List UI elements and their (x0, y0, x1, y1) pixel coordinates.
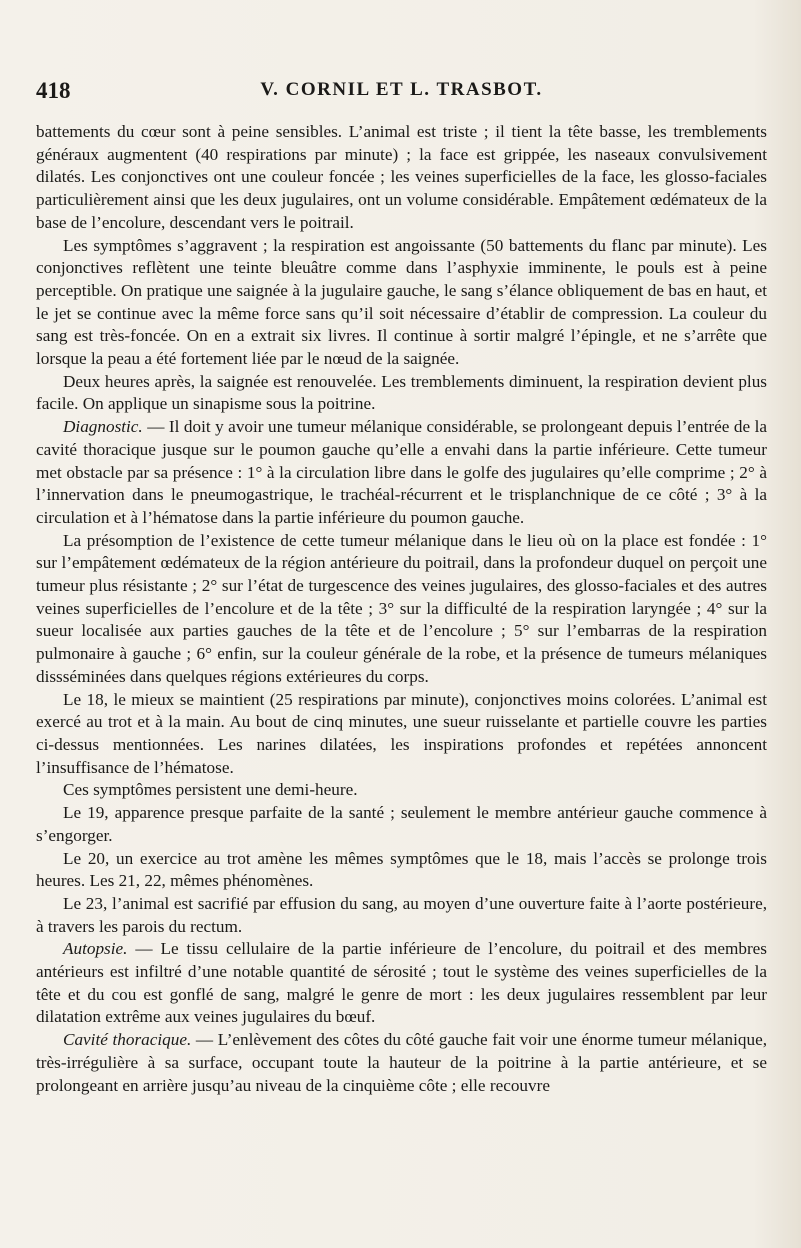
body-text (36, 121, 767, 1097)
section-label: Autopsie. (63, 939, 128, 959)
running-head: V. CORNIL ET L. TRASBOT. (260, 79, 543, 100)
paragraph: Ces symptômes persistent une demi-heure. (63, 780, 358, 800)
paragraph: Le 18, le mieux se maintient (25 respirations par minute), conjonctives moins colorées. L’animal est exercé au trot et à la main. Au bout de cinq minutes, une sueur ruisselante et partielle couvre les parties ci-dessus mentionnées. Les narines dilatées, les inspirations profondes et repétées annoncent l’insuffisance de l’hématose. (36, 689, 767, 777)
section-label: Cavité thoracique. (63, 1030, 192, 1050)
paragraph: La présomption de l’existence de cette tumeur mélanique dans le lieu où on la place est fondée : 1° sur l’empâtement œdémateux de la région antérieure du poitrail, dans la profondeur duquel on perçoit une tumeur plus résistante ; 2° sur l’état de turgescence des veines jugulaires, des glosso-faciales et des autres veines superficielles de l’encolure et de la tête ; 3° sur la difficulté de la respiration laryngée ; 4° sur la sueur localisée aux parties gauches de la tête et de l’encolure ; 5° sur l’embarras de la respiration pulmonaire à gauche ; 6° enfin, sur la couleur générale de la robe, et la présence de tumeurs mélaniques dissséminées dans quelques régions extérieures du corps. (36, 530, 767, 686)
paragraph: battements du cœur sont à peine sensibles. L’animal est triste ; il tient la tête basse, les tremblements généraux augmentent (40 respirations par minute) ; la face est grippée, les naseaux convulsivement dilatés. Les conjonctives ont une couleur foncée ; les veines superficielles de la face, les glosso-faciales particulièrement ainsi que les deux jugulaires, ont un volume considérable. Empâtement œdémateux de la base de l’encolure, descendant vers le poitrail. (36, 122, 767, 232)
page-number: 418 (36, 78, 71, 103)
paragraph: Le 23, l’animal est sacrifié par effusion du sang, au moyen d’une ouverture faite à l’aorte postérieure, à travers les parois du rectum. (36, 893, 767, 936)
paragraph: Le 19, apparence presque parfaite de la santé ; seulement le membre antérieur gauche commence à s’engorger. (36, 803, 767, 845)
paragraph: Les symptômes s’aggravent ; la respiration est angoissante (50 battements du flanc par minute). Les conjonctives reflètent une teinte bleuâtre comme dans l’asphyxie imminente, le pouls est à peine perceptible. On pratique une saignée à la jugulaire gauche, le sang s’élance obliquement de bas en haut, et le jet se continue avec la même force sans qu’il soit nécessaire d’établir de compression. La couleur du sang est très-foncée. On en a extrait six livres. Il continue à sortir malgré l’épingle, et ne s’arrête que lorsque la peau a été fortement liée par le nœud de la saignée. (36, 235, 767, 369)
paragraph: Deux heures après, la saignée est renouvelée. Les tremblements diminuent, la respiration devient plus facile. On applique un sinapisme sous la poitrine. (36, 371, 767, 414)
section-label: Diagnostic. (63, 417, 143, 437)
page-header (36, 78, 767, 106)
paragraph: Diagnostic. — Il doit y avoir une tumeur mélanique considérable, se prolongeant depuis l’entrée de la cavité thoracique jusque sur le poumon gauche qu’elle a envahi dans la partie inférieure. Cette tumeur met obstacle par sa présence : 1° à la circulation libre dans le golfe des jugulaires qu’elle comprime ; 2° à l’innervation dans le pneumogastrique, le trachéal-récurrent et le trisplanchnique de ce côté ; 3° à la circulation et à l’hématose dans la partie inférieure du poumon gauche. (36, 417, 767, 527)
paragraph: Autopsie. — Le tissu cellulaire de la partie inférieure de l’encolure, du poitrail et des membres antérieurs est infiltré d’une notable quantité de sérosité ; tout le système des veines superficielles de la tête et du cou est gonflé de sang, malgré le genre de mort : les deux jugulaires ressemblent par leur dilatation extrême aux veines jugulaires du bœuf. (36, 939, 767, 1027)
paragraph: Le 20, un exercice au trot amène les mêmes symptômes que le 18, mais l’accès se prolonge trois heures. Les 21, 22, mêmes phénomènes. (36, 848, 767, 891)
paragraph: Cavité thoracique. — L’enlèvement des côtes du côté gauche fait voir une énorme tumeur mélanique, très-irrégulière à sa surface, occupant toute la hauteur de la poitrine à la partie antérieure, et se prolongeant en arrière jusqu’au niveau de la cinquième côte ; elle recouvre (36, 1030, 767, 1095)
